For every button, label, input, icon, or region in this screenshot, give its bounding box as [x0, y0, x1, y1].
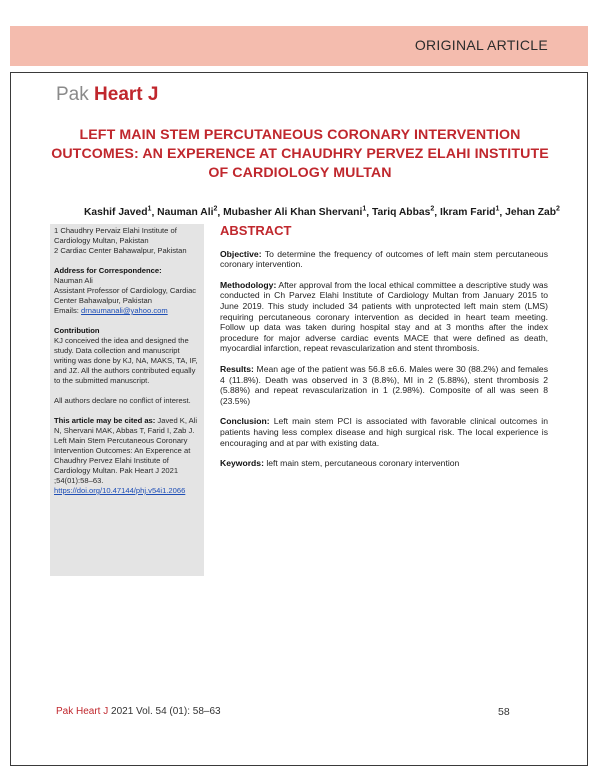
- abstract-heading: ABSTRACT: [220, 223, 292, 238]
- abstract-section: [220, 224, 548, 479]
- author: Kashif Javed$^1$: [84, 206, 152, 219]
- journal-logo: [56, 84, 158, 106]
- journal-name: Heart J: [94, 84, 159, 105]
- title-line: OUTCOMES: AN EXPERENCE AT CHAUDHRY PERVEZ ELAHI INSTITUTE: [51, 146, 549, 162]
- journal-prefix: Pak: [56, 84, 89, 105]
- article-type-label: ORIGINAL ARTICLE: [414, 37, 548, 53]
- affiliation: 2 Cardiac Center Bahawalpur, Pakistan: [54, 246, 187, 255]
- results-paragraph: [220, 364, 548, 406]
- citation-text: Javed K, Ali N, Shervani MAK, Abbas T, Farid I, Zab J. Left Main Stem Percutaneous Coronary Intervention Outcomes: An Experence at Chaudhry Pervez Elahi Institute of Cardiology Multan. Pak Heart J 2021 ;54(01):58–63.: [54, 416, 198, 485]
- correspondence-line: Nauman Ali: [54, 276, 93, 285]
- title-line: LEFT MAIN STEM PERCUTANEOUS CORONARY INTERVENTION: [79, 127, 521, 143]
- email-row: [54, 306, 200, 316]
- affiliations: [54, 226, 200, 256]
- methodology-paragraph: [220, 280, 548, 354]
- author: Ikram Farid$^1$: [439, 206, 500, 219]
- objective-text: To determine the frequency of outcomes of left main stem percutaneous coronary intervention.: [220, 248, 548, 270]
- email-label: Emails:: [54, 306, 79, 315]
- footer-volume: 2021 Vol. 54 (01): 58–63: [111, 706, 221, 717]
- results-label: Results:: [220, 363, 254, 374]
- contribution-heading: Contribution: [54, 326, 100, 335]
- article-info-sidebar: [50, 224, 204, 576]
- footer-journal: Pak Heart J: [56, 706, 109, 717]
- author: Jehan Zab$^2$: [505, 206, 560, 219]
- author: Nauman Ali$^2$: [157, 206, 218, 219]
- methodology-text: After approval from the local ethical committee a descriptive study was conducted in Ch Parvez Elahi Institute of Cardiology Multan from January 2015 to June 2019. This study included 34 patients with unprotected left main stem (LMS) requiring percutaneous coronary intervention as decided in heart team meeting. Follow up data was taken during hospital stay and at 3 months after the index procedure for major adverse cardiac events MACE that were defined as death, myocardial infarction, repeat revascularization and stent thrombosis.: [220, 279, 548, 354]
- affiliation: 1 Chaudhry Pervaiz Elahi Institute of Cardiology Multan, Pakistan: [54, 226, 177, 245]
- methodology-label: Methodology:: [220, 279, 277, 290]
- title-line: OF CARDIOLOGY MULTAN: [208, 165, 392, 181]
- keywords-text: left main stem, percutaneous coronary intervention: [266, 458, 460, 469]
- citation-heading: This article may be cited as:: [54, 416, 156, 425]
- page-number: 58: [498, 706, 510, 718]
- objective-label: Objective:: [220, 248, 262, 259]
- contribution-text: KJ conceived the idea and designed the study. Data collection and manuscript writing was done by KJ, NA, MAKS, TA, IF, and JZ. All the authors contributed equally to the submitted manuscript.: [54, 336, 198, 385]
- results-text: Mean age of the patient was 56.8 ±6.6. Males were 30 (88.2%) and females 4 (11.8%). Death was observed in 3 (8.8%), MI in 2 (5.88%), stent thrombosis 2 (5.88%) and repeat revascularization in 1 (2.98%). Composite of all was seen 8 (23.5%): [220, 363, 548, 406]
- author: Mubasher Ali Khan Shervani$^1$: [223, 206, 367, 219]
- email-link[interactable]: drnaumanali@yahoo.com: [81, 306, 168, 315]
- correspondence: [54, 266, 200, 316]
- conclusion-text: Left main stem PCI is associated with favorable clinical outcomes in patients having less complex disease and high surgical risk. The local experience is encouraging and at par with existing data.: [220, 416, 548, 448]
- correspondence-heading: Address for Correspondence:: [54, 266, 162, 275]
- conclusion-paragraph: [220, 416, 548, 448]
- author-list: Kashif Javed$^1$, Nauman Ali$^2$, Mubasher Ali Khan Shervani$^1$, Tariq Abbas$^2$, Ikram Farid$^1$, Jehan Zab$^2$: [84, 206, 560, 219]
- conclusion-label: Conclusion:: [220, 416, 270, 427]
- article-type-banner: [10, 26, 588, 66]
- doi-link[interactable]: https://doi.org/10.47144/phj.v54i1.2066: [54, 486, 186, 495]
- contribution: [54, 326, 200, 386]
- citation-block: [54, 416, 200, 496]
- author: Tariq Abbas$^2$: [371, 206, 435, 219]
- keywords-label: Keywords:: [220, 458, 264, 469]
- objective-paragraph: [220, 249, 548, 270]
- footer-citation: [56, 706, 221, 717]
- keywords-paragraph: [220, 458, 548, 469]
- correspondence-line: Assistant Professor of Cardiology, Cardiac Center Bahawalpur, Pakistan: [54, 286, 197, 305]
- conflict-statement: All authors declare no conflict of interest.: [54, 396, 191, 405]
- article-title: [40, 126, 560, 183]
